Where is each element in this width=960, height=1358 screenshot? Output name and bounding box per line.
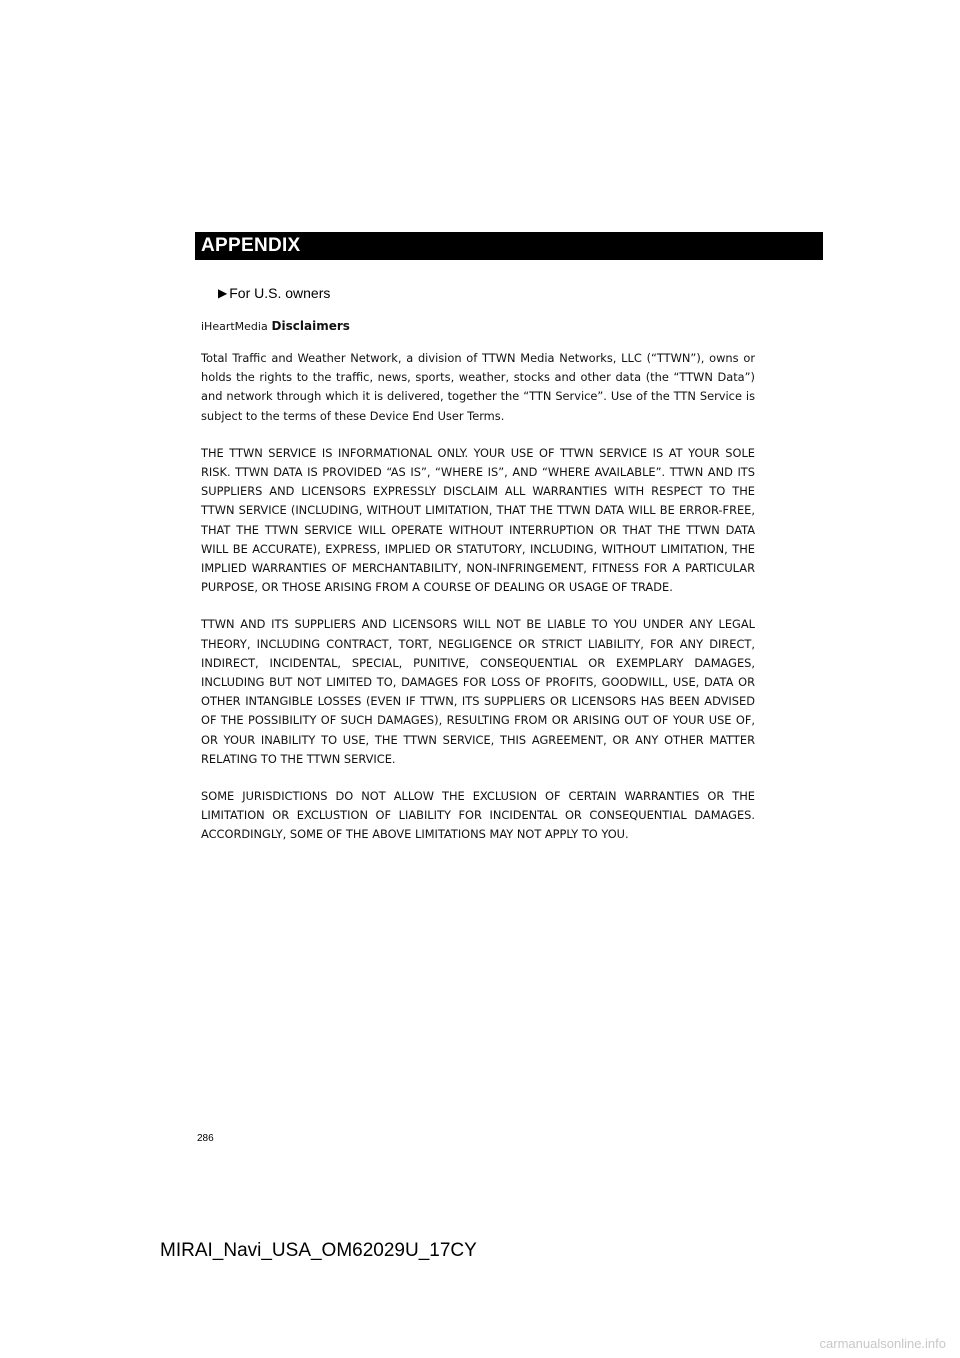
footer-document-code: MIRAI_Navi_USA_OM62029U_17CY: [160, 1240, 477, 1261]
owner-line: [218, 285, 330, 301]
disclaimer-brand: iHeartMedia: [201, 320, 268, 333]
disclaimer-heading: Disclaimers: [271, 319, 350, 333]
section-header-appendix: APPENDIX: [195, 232, 823, 260]
disclaimer-title: [201, 318, 755, 335]
page-number: 286: [197, 1133, 214, 1144]
watermark: carmanualsonline.info: [819, 1336, 946, 1351]
disclaimer-paragraph-3: TTWN AND ITS SUPPLIERS AND LICENSORS WILL NOT BE LIABLE TO YOU UNDER ANY LEGAL THEORY, INCLUDING CONTRACT, TORT, NEGLIGENCE OR STRICT LIABILITY, FOR ANY DIRECT, INDIRECT, INCIDENTAL, SPECIAL, PUNITIVE, CONSEQUENTIAL OR EXEMPLARY DAMAGES, INCLUDING BUT NOT LIMITED TO, DAMAGES FOR LOSS OF PROFITS, GOODWILL, USE, DATA OR OTHER INTANGIBLE LOSSES (EVEN IF TTWN, ITS SUPPLIERS OR LICENSORS HAS BEEN ADVISED OF THE POSSIBILITY OF SUCH DAMAGES), RESULTING FROM OR ARISING OUT OF YOUR USE OF, OR YOUR INABILITY TO USE, THE TTWN SERVICE, THIS AGREEMENT, OR ANY OTHER MATTER RELATING TO THE TTWN SERVICE.: [201, 617, 755, 766]
disclaimer-paragraph-1: Total Traffic and Weather Network, a division of TTWN Media Networks, LLC (“TTWN”), owns or holds the rights to the traffic, news, sports, weather, stocks and other data (the “TTWN Data”) and network through which it is delivered, together the “TTN Service”. Use of the TTN Service is subject to the terms of these Device End User Terms.: [201, 351, 755, 423]
owner-line-text: For U.S. owners: [229, 285, 331, 301]
disclaimer-block: [201, 318, 755, 863]
disclaimer-paragraph-4: SOME JURISDICTIONS DO NOT ALLOW THE EXCLUSION OF CERTAIN WARRANTIES OR THE LIMITATION OR EXCLUSTION OF LIABILITY FOR INCIDENTAL OR CONSEQUENTIAL DAMAGES. ACCORDINGLY, SOME OF THE ABOVE LIMITATIONS MAY NOT APPLY TO YOU.: [201, 789, 755, 842]
disclaimer-paragraph-2: THE TTWN SERVICE IS INFORMATIONAL ONLY. YOUR USE OF TTWN SERVICE IS AT YOUR SOLE RISK. TTWN DATA IS PROVIDED “AS IS”, “WHERE IS”, AND “WHERE AVAILABLE”. TTWN AND ITS SUPPLIERS AND LICENSORS EXPRESSLY DISCLAIM ALL WARRANTIES WITH RESPECT TO THE TTWN SERVICE (INCLUDING, WITHOUT LIMITATION, THAT THE TTWN DATA WILL BE ERROR-FREE, THAT THE TTWN SERVICE WILL OPERATE WITHOUT INTERRUPTION OR THAT THE TTWN DATA WILL BE ACCURATE), EXPRESS, IMPLIED OR STATUTORY, INCLUDING, WITHOUT LIMITATION, THE IMPLIED WARRANTIES OF MERCHANTABILITY, NON-INFRINGEMENT, FITNESS FOR A PARTICULAR PURPOSE, OR THOSE ARISING FROM A COURSE OF DEALING OR USAGE OF TRADE.: [201, 445, 755, 595]
triangle-marker-icon: ▶: [218, 286, 228, 300]
